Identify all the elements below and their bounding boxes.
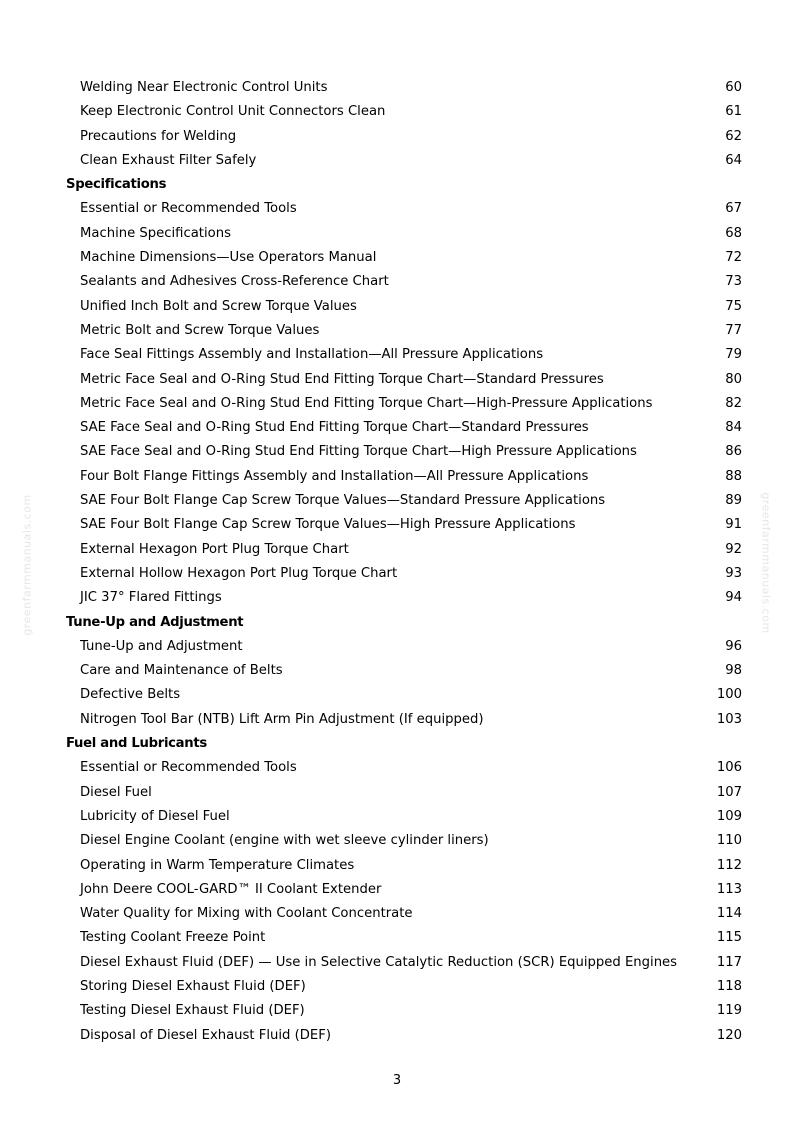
entry-title: Operating in Warm Temperature Climates <box>80 857 355 873</box>
entry-title: Face Seal Fittings Assembly and Installation—All Pressure Applications <box>80 347 544 363</box>
entry-title: Metric Face Seal and O-Ring Stud End Fitting Torque Chart—High-Pressure Applications <box>80 395 653 411</box>
toc-entry[interactable] <box>66 222 742 246</box>
entry-title: Essential or Recommended Tools <box>80 201 297 217</box>
entry-page-number: 117 <box>716 954 742 970</box>
entry-title: Testing Diesel Exhaust Fluid (DEF) <box>80 1003 305 1019</box>
toc-entry[interactable] <box>66 999 742 1023</box>
toc-section-heading <box>66 732 742 756</box>
entry-page-number: 112 <box>716 857 742 873</box>
toc-entry[interactable] <box>66 416 742 440</box>
toc-section-heading <box>66 173 742 197</box>
toc-entry[interactable] <box>66 781 742 805</box>
entry-page-number: 100 <box>716 687 742 703</box>
toc-entry[interactable] <box>66 659 742 683</box>
entry-page-number: 96 <box>725 638 742 654</box>
page-number: 3 <box>392 1073 402 1088</box>
entry-page-number: 106 <box>716 760 742 776</box>
toc-entry[interactable] <box>66 513 742 537</box>
section-title: Specifications <box>66 177 167 193</box>
entry-title: Metric Bolt and Screw Torque Values <box>80 322 320 338</box>
toc-entry[interactable] <box>66 635 742 659</box>
entry-title: SAE Face Seal and O-Ring Stud End Fitting Torque Chart—High Pressure Applications <box>80 444 637 460</box>
toc-entry[interactable] <box>66 343 742 367</box>
entry-page-number: 98 <box>725 663 742 679</box>
entry-page-number: 61 <box>725 104 742 120</box>
entry-page-number: 73 <box>725 274 742 290</box>
entry-title: Water Quality for Mixing with Coolant Concentrate <box>80 906 413 922</box>
entry-page-number: 114 <box>716 906 742 922</box>
toc-entry[interactable] <box>66 878 742 902</box>
entry-title: Diesel Fuel <box>80 784 152 800</box>
entry-page-number: 119 <box>716 1003 742 1019</box>
entry-page-number: 103 <box>716 711 742 727</box>
entry-title: Unified Inch Bolt and Screw Torque Values <box>80 298 357 314</box>
table-of-contents <box>66 76 742 1048</box>
entry-title: Storing Diesel Exhaust Fluid (DEF) <box>80 978 306 994</box>
entry-title: Machine Specifications <box>80 225 231 241</box>
entry-title: John Deere COOL-GARD™ II Coolant Extender <box>80 881 382 897</box>
toc-entry[interactable] <box>66 149 742 173</box>
entry-page-number: 113 <box>716 881 742 897</box>
toc-section-heading <box>66 611 742 635</box>
toc-entry[interactable] <box>66 756 742 780</box>
entry-title: SAE Four Bolt Flange Cap Screw Torque Values—High Pressure Applications <box>80 517 576 533</box>
entry-page-number: 72 <box>725 250 742 266</box>
entry-title: Metric Face Seal and O-Ring Stud End Fitting Torque Chart—Standard Pressures <box>80 371 604 387</box>
entry-title: Four Bolt Flange Fittings Assembly and Installation—All Pressure Applications <box>80 468 589 484</box>
entry-title: Disposal of Diesel Exhaust Fluid (DEF) <box>80 1027 331 1043</box>
entry-page-number: 110 <box>716 833 742 849</box>
toc-entry[interactable] <box>66 586 742 610</box>
entry-title: Diesel Exhaust Fluid (DEF) — Use in Selective Catalytic Reduction (SCR) Equipped Engines <box>80 954 678 970</box>
entry-page-number: 77 <box>725 322 742 338</box>
entry-page-number: 82 <box>725 395 742 411</box>
toc-entry[interactable] <box>66 975 742 999</box>
entry-page-number: 115 <box>716 930 742 946</box>
toc-entry[interactable] <box>66 125 742 149</box>
entry-page-number: 93 <box>725 565 742 581</box>
entry-title: SAE Face Seal and O-Ring Stud End Fitting Torque Chart—Standard Pressures <box>80 420 589 436</box>
entry-page-number: 109 <box>716 808 742 824</box>
entry-title: Clean Exhaust Filter Safely <box>80 152 257 168</box>
toc-entry[interactable] <box>66 902 742 926</box>
toc-entry[interactable] <box>66 76 742 100</box>
toc-entry[interactable] <box>66 246 742 270</box>
entry-page-number: 120 <box>716 1027 742 1043</box>
entry-page-number: 62 <box>725 128 742 144</box>
toc-entry[interactable] <box>66 708 742 732</box>
toc-entry[interactable] <box>66 270 742 294</box>
entry-title: Lubricity of Diesel Fuel <box>80 808 230 824</box>
entry-page-number: 67 <box>725 201 742 217</box>
toc-entry[interactable] <box>66 683 742 707</box>
entry-page-number: 79 <box>725 347 742 363</box>
toc-entry[interactable] <box>66 392 742 416</box>
entry-title: Nitrogen Tool Bar (NTB) Lift Arm Pin Adjustment (If equipped) <box>80 711 484 727</box>
toc-entry[interactable] <box>66 951 742 975</box>
entry-title: Welding Near Electronic Control Units <box>80 80 328 95</box>
entry-page-number: 84 <box>725 420 742 436</box>
entry-page-number: 94 <box>725 590 742 606</box>
toc-entry[interactable] <box>66 854 742 878</box>
toc-entry[interactable] <box>66 489 742 513</box>
entry-page-number: 75 <box>725 298 742 314</box>
toc-entry[interactable] <box>66 295 742 319</box>
entry-title: External Hexagon Port Plug Torque Chart <box>80 541 349 557</box>
toc-entry[interactable] <box>66 805 742 829</box>
entry-page-number: 60 <box>725 80 742 95</box>
toc-entry[interactable] <box>66 465 742 489</box>
entry-page-number: 92 <box>725 541 742 557</box>
watermark-left: greenfarmmanuals.com <box>20 494 34 636</box>
entry-title: External Hollow Hexagon Port Plug Torque Chart <box>80 565 398 581</box>
entry-page-number: 89 <box>725 493 742 509</box>
toc-entry[interactable] <box>66 197 742 221</box>
toc-entry[interactable] <box>66 829 742 853</box>
entry-page-number: 118 <box>716 978 742 994</box>
entry-title: Essential or Recommended Tools <box>80 760 297 776</box>
toc-entry[interactable] <box>66 1024 742 1048</box>
entry-page-number: 107 <box>716 784 742 800</box>
entry-title: Keep Electronic Control Unit Connectors Clean <box>80 104 386 120</box>
entry-page-number: 68 <box>725 225 742 241</box>
toc-entry[interactable] <box>66 538 742 562</box>
section-title: Tune-Up and Adjustment <box>66 614 244 630</box>
section-title: Fuel and Lubricants <box>66 736 207 752</box>
entry-title: Machine Dimensions—Use Operators Manual <box>80 250 377 266</box>
entry-page-number: 86 <box>725 444 742 460</box>
entry-title: Precautions for Welding <box>80 128 237 144</box>
toc-entry[interactable] <box>66 100 742 124</box>
watermark-right: greenfarmmanuals.com <box>759 492 773 634</box>
entry-page-number: 91 <box>725 517 742 533</box>
entry-page-number: 80 <box>725 371 742 387</box>
toc-entry[interactable] <box>66 368 742 392</box>
entry-title: Sealants and Adhesives Cross-Reference Chart <box>80 274 389 290</box>
toc-entry[interactable] <box>66 926 742 950</box>
entry-title: Care and Maintenance of Belts <box>80 663 283 679</box>
entry-title: JIC 37° Flared Fittings <box>80 590 222 606</box>
entry-title: Testing Coolant Freeze Point <box>80 930 266 946</box>
entry-page-number: 88 <box>725 468 742 484</box>
entry-title: SAE Four Bolt Flange Cap Screw Torque Values—Standard Pressure Applications <box>80 493 606 509</box>
toc-entry[interactable] <box>66 440 742 464</box>
entry-title: Tune-Up and Adjustment <box>80 638 243 654</box>
entry-title: Defective Belts <box>80 687 181 703</box>
entry-page-number: 64 <box>725 152 742 168</box>
toc-entry[interactable] <box>66 319 742 343</box>
entry-title: Diesel Engine Coolant (engine with wet sleeve cylinder liners) <box>80 833 489 849</box>
toc-entry[interactable] <box>66 562 742 586</box>
